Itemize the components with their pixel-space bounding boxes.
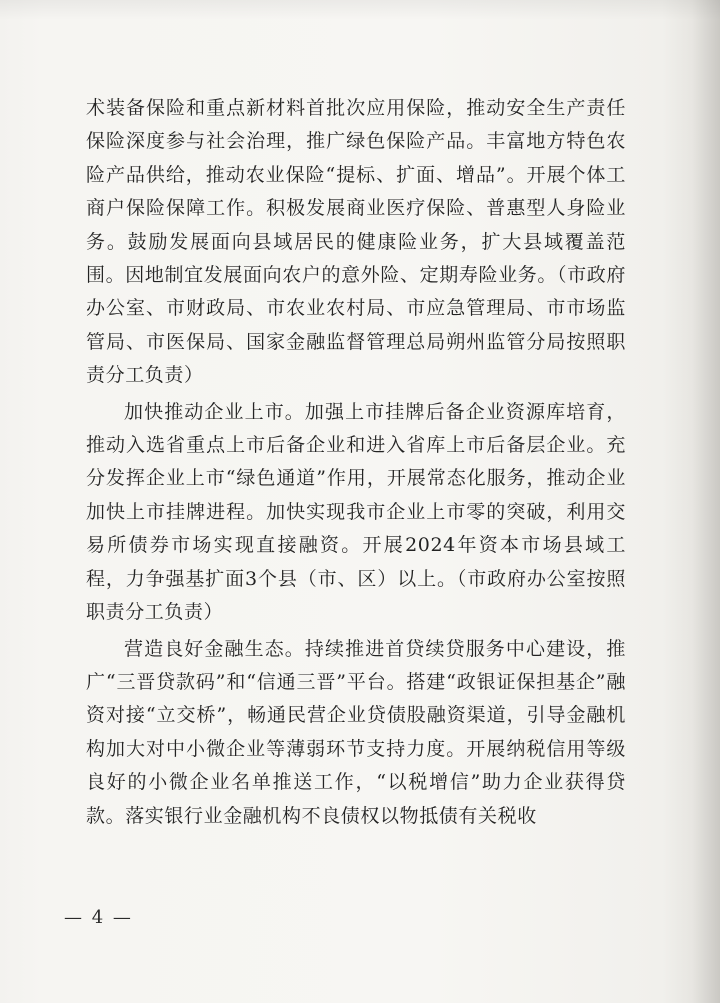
document-body (86, 92, 626, 833)
paragraph-insurance: 术装备保险和重点新材料首批次应用保险，推动安全生产责任保险深度参与社会治理，推广绿色保险产品。丰富地方特色农险产品供给，推动农业保险“提标、扩面、增品”。开展个体工商户保险保障工作。积极发展商业医疗保险、普惠型人身险业务。鼓励发展面向县域居民的健康险业务，扩大县域覆盖范围。因地制宜发展面向农户的意外险、定期寿险业务。（市政府办公室、市财政局、市农业农村局、市应急管理局、市市场监管局、市医保局、国家金融监督管理总局朔州监管分局按照职责分工负责） (86, 97, 626, 387)
page-edge-shadow (0, 0, 720, 20)
paragraph-financial-ecology: 营造良好金融生态。持续推进首贷续贷服务中心建设，推广“三晋贷款码”和“信通三晋”平台。搭建“政银证保担基企”融资对接“立交桥”，畅通民营企业贷债股融资渠道，引导金融机构加大对中小微企业等薄弱环节支持力度。开展纳税信用等级良好的小微企业名单推送工作，“以税增信”助力企业获得贷款。落实银行业金融机构不良债权以物抵债有关税收 (86, 637, 626, 827)
page-edge-shadow (692, 0, 720, 1003)
paragraph-listing: 加快推动企业上市。加强上市挂牌后备企业资源库培育，推动入选省重点上市后备企业和进入省库上市后备层企业。充分发挥企业上市“绿色通道”作用，开展常态化服务，推动企业加快上市挂牌进程。加快实现我市企业上市零的突破，利用交易所债券市场实现直接融资。开展2024年资本市场县域工程，力争强基扩面3个县（市、区）以上。（市政府办公室按照职责分工负责） (86, 400, 626, 624)
page-number: — 4 — (64, 907, 133, 928)
